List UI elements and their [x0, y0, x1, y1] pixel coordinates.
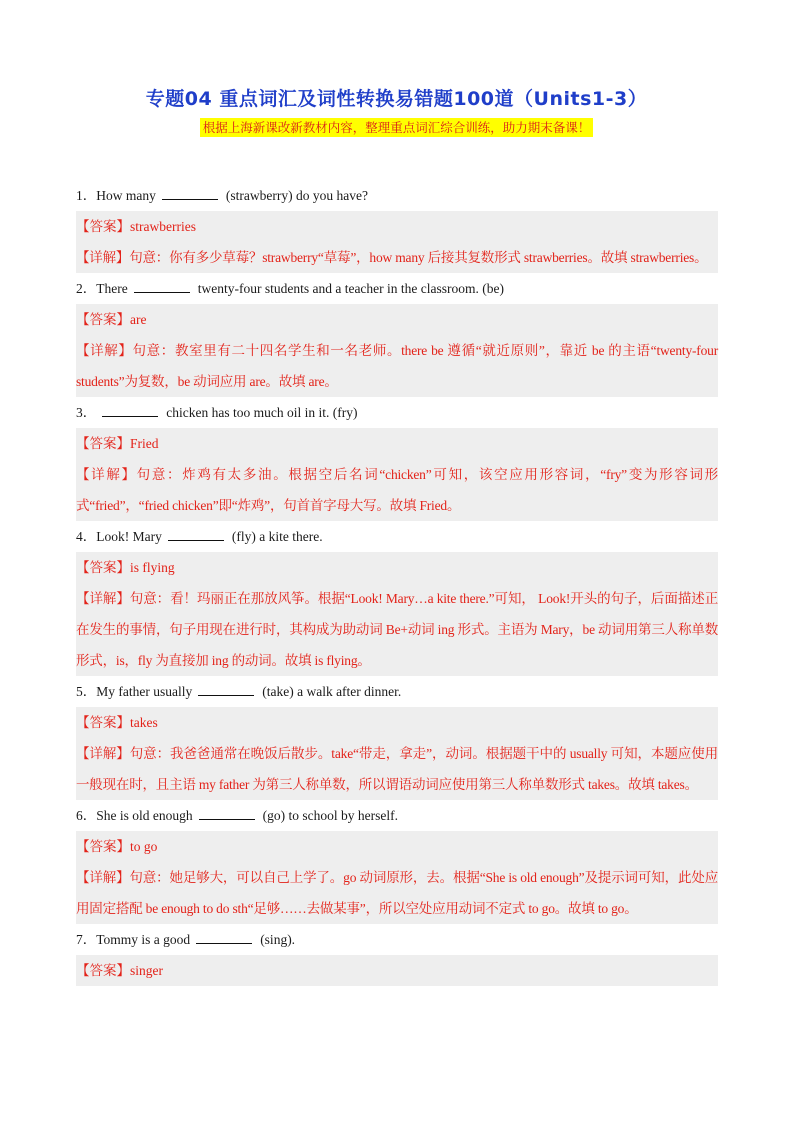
question-1 — [76, 180, 718, 211]
explanation-block: 【详解】句意：看！玛丽正在那放风筝。根据“Look! Mary…a kite there.”可知， Look!开头的句子，后面描述正在发生的事情，句子用现在进行时，其构成为助动词 Be+动词 ing 形式。主语为 Mary，be 动词用第三人称单数形式，is，fly 为直接加 ing 的动词。故填 is flying。 — [76, 583, 718, 676]
question-text-after: (take) a walk after dinner. — [262, 684, 402, 699]
question-text-before: 4．Look! Mary — [76, 529, 162, 544]
question-list — [76, 180, 718, 986]
question-text-after: (strawberry) do you have? — [225, 188, 368, 203]
explanation-block: 【详解】句意：教室里有二十四名学生和一名老师。there be 遵循“就近原则”，靠近 be 的主语“twenty-four students”为复数，be 动词应用 are。故填 are。 — [76, 335, 718, 397]
explanation-block: 【详解】句意：我爸爸通常在晚饭后散步。take“带走，拿走”，动词。根据题干中的 usually 可知，本题应使用一般现在时，且主语 my father 为第三人称单数，所以谓语动词应使用第三人称单数形式 takes。故填 takes。 — [76, 738, 718, 800]
answer-blank — [162, 186, 218, 200]
explanation-block: 【详解】句意：你有多少草莓？strawberry“草莓”，how many 后接其复数形式 strawberries。故填 strawberries。 — [76, 242, 718, 273]
question-text-before: 6．She is old enough — [76, 808, 193, 823]
subtitle-highlight: 根据上海新课改新教材内容，整理重点词汇综合训练，助力期末备课！ — [200, 118, 594, 137]
answer-line: 【答案】takes — [76, 707, 718, 738]
subtitle-container — [0, 118, 793, 137]
question-text-before: 2．There — [76, 281, 128, 296]
answer-line: 【答案】is flying — [76, 552, 718, 583]
answer-line: 【答案】singer — [76, 955, 718, 986]
answer-line: 【答案】to go — [76, 831, 718, 862]
answer-blank — [198, 682, 254, 696]
question-5 — [76, 676, 718, 707]
question-4 — [76, 521, 718, 552]
question-text-after: twenty-four students and a teacher in the classroom. (be) — [197, 281, 505, 296]
question-text-after: (sing). — [260, 932, 296, 947]
answer-blank — [196, 930, 252, 944]
question-text-before: 3． — [76, 405, 97, 420]
answer-blank — [199, 806, 255, 820]
answer-blank — [168, 527, 224, 541]
question-3 — [76, 397, 718, 428]
explanation-block: 【详解】句意：她足够大，可以自己上学了。go 动词原形，去。根据“She is old enough”及提示词可知，此处应用固定搭配 be enough to do sth“足够……去做某事”，所以空处应用动词不定式 to go。故填 to go。 — [76, 862, 718, 924]
answer-line: 【答案】are — [76, 304, 718, 335]
question-2 — [76, 273, 718, 304]
answer-line: 【答案】Fried — [76, 428, 718, 459]
question-7 — [76, 924, 718, 955]
explanation-block: 【详解】句意：炸鸡有太多油。根据空后名词“chicken”可知，该空应用形容词，“fry”变为形容词形式“fried”，“fried chicken”即“炸鸡”，句首首字母大写。故填 Fried。 — [76, 459, 718, 521]
question-text-before: 1．How many — [76, 188, 156, 203]
page-title: 专题04 重点词汇及词性转换易错题100道（Units1-3） — [145, 88, 648, 110]
answer-blank — [134, 279, 190, 293]
question-text-after: (go) to school by herself. — [262, 808, 398, 823]
question-6 — [76, 800, 718, 831]
question-text-after: chicken has too much oil in it. (fry) — [166, 405, 358, 420]
answer-line: 【答案】strawberries — [76, 211, 718, 242]
question-text-before: 7．Tommy is a good — [76, 932, 191, 947]
question-text-after: (fly) a kite there. — [231, 529, 323, 544]
answer-blank — [102, 403, 158, 417]
question-text-before: 5．My father usually — [76, 684, 193, 699]
